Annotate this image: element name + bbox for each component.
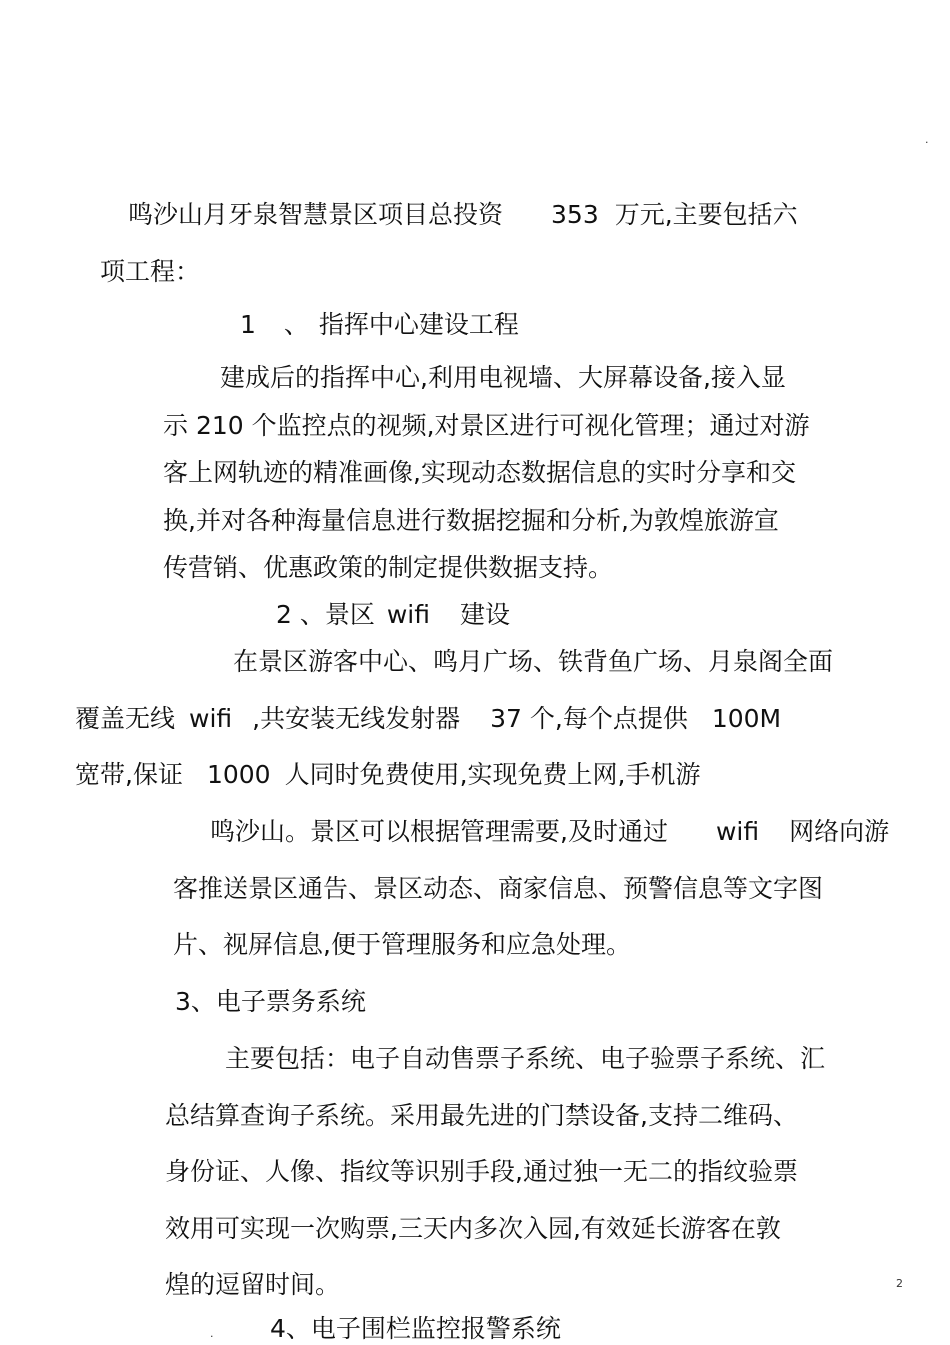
section-2-line-1: 在景区游客中心、鸣月广场、铁背鱼广场、月泉阁全面 (233, 647, 834, 676)
section-2-line-2 (75, 703, 781, 735)
section-2-line-3 (75, 759, 700, 791)
section-2-line-3-b: 1000 (206, 760, 271, 789)
section-1-line-1: 建成后的指挥中心,利用电视墙、大屏幕设备,接入显 (220, 363, 786, 392)
section-2-heading (276, 599, 510, 631)
corner-mark: . (925, 133, 929, 146)
section-1-heading (240, 309, 519, 341)
section-2-line-6: 片、视屏信息,便于管理服务和应急处理。 (173, 930, 631, 959)
section-1-line-4: 换,并对各种海量信息进行数据挖掘和分析,为敦煌旅游宣 (163, 506, 779, 535)
section-2-line-4-wifi: wifi (715, 817, 760, 846)
section-3-line-3: 身份证、人像、指纹等识别手段,通过独一无二的指纹验票 (165, 1157, 798, 1186)
intro-text-a: 鸣沙山月牙泉智慧景区项目总投资 (128, 200, 504, 229)
section-3-line-4: 效用可实现一次购票,三天内多次入园,有效延长游客在敦 (165, 1214, 781, 1243)
section-2-line-4 (210, 816, 889, 848)
section-3-line-1: 主要包括：电子自动售票子系统、电子验票子系统、汇 (225, 1044, 826, 1073)
section-1-number: 1 (240, 310, 256, 339)
section-2-line-2-a: 覆盖无线 (75, 704, 176, 733)
section-1-separator: 、 (283, 310, 309, 339)
section-3-line-5: 煌的逗留时间。 (165, 1270, 341, 1299)
section-2-title-c: 建设 (460, 600, 511, 629)
section-2-line-4-a: 鸣沙山。景区可以根据管理需要,及时通过 (210, 817, 668, 846)
section-4-heading: 4、电子围栏监控报警系统 (270, 1314, 561, 1343)
section-2-line-2-wifi: wifi (189, 704, 233, 733)
section-1-line-2: 示 210 个监控点的视频,对景区进行可视化管理；通过对游 (163, 411, 810, 440)
intro-text-c: 万元,主要包括六 (614, 200, 798, 229)
section-2-line-5: 客推送景区通告、景区动态、商家信息、预警信息等文字图 (173, 874, 824, 903)
section-2-title-a: 2 、景区 (276, 600, 375, 629)
section-2-line-4-c: 网络向游 (789, 817, 890, 846)
section-2-line-2-d: 37 个,每个点提供 (490, 704, 688, 733)
section-2-line-2-c: ,共安装无线发射器 (252, 704, 461, 733)
intro-line-2: 项工程： (100, 257, 201, 286)
section-1-line-3: 客上网轨迹的精准画像,实现动态数据信息的实时分享和交 (163, 458, 796, 487)
section-1-title: 指挥中心建设工程 (318, 310, 519, 339)
intro-line-1 (128, 199, 798, 231)
page-number: 2 (896, 1277, 903, 1290)
section-2-line-3-a: 宽带,保证 (75, 760, 183, 789)
section-1-line-5: 传营销、优惠政策的制定提供数据支持。 (163, 553, 614, 582)
section-3-heading: 3、电子票务系统 (175, 987, 366, 1016)
intro-total-amount: 353 (551, 200, 599, 229)
bottom-mark: . (210, 1327, 214, 1340)
section-3-line-2: 总结算查询子系统。采用最先进的门禁设备,支持二维码、 (165, 1101, 798, 1130)
section-2-line-3-c: 人同时免费使用,实现免费上网,手机游 (284, 760, 701, 789)
section-2-line-2-e: 100M (711, 704, 782, 733)
section-2-title-wifi: wifi (386, 600, 430, 629)
